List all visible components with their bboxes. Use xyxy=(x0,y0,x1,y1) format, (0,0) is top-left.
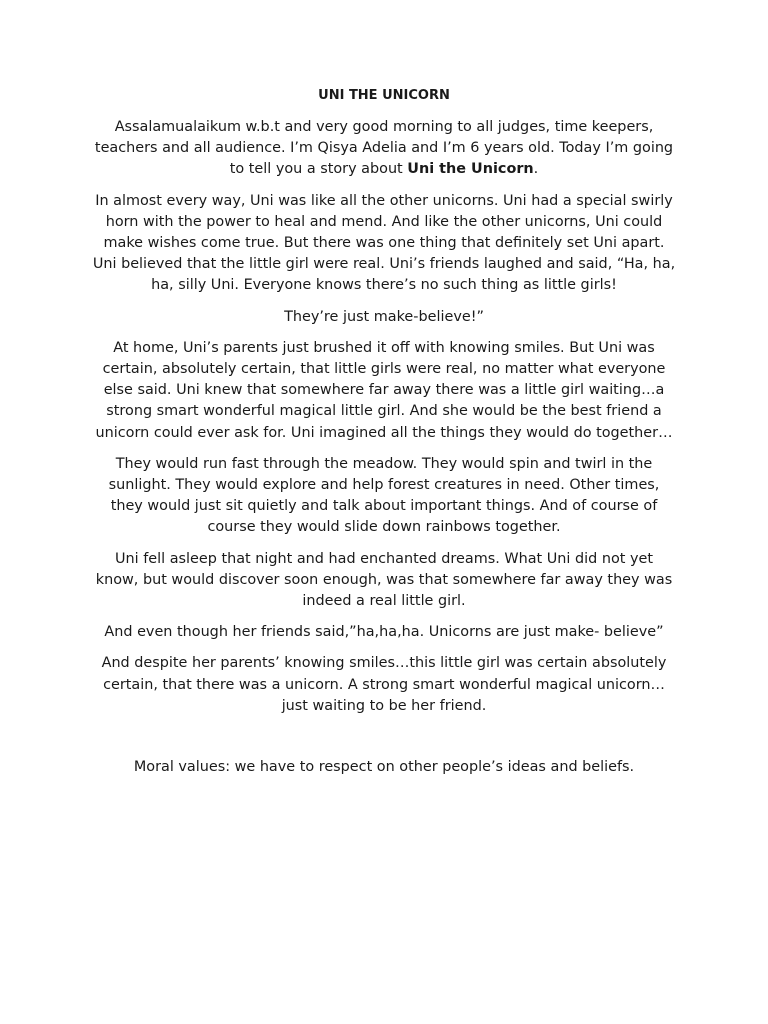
intro-paragraph xyxy=(92,117,676,181)
story-paragraph-4: They would run fast through the meadow. They would spin and twirl in the sunlight. They would explore and help forest creatures in need. Other times, they would just sit quietly and talk about important things. And of course of course they would slide down rainbows together. xyxy=(108,455,660,536)
story-paragraph-6: And even though her friends said,”ha,ha,ha. Unicorns are just make- believe” xyxy=(104,624,664,641)
story-name: Uni the Unicorn xyxy=(407,161,534,178)
intro-text: Assalamualaikum w.b.t and very good morning to all judges, time keepers, teachers and all audience. I’m Qisya Adelia and I’m 6 years old. Today I’m going to tell you a story about xyxy=(94,119,674,178)
document-title: UNI THE UNICORN xyxy=(318,88,450,103)
moral-values: Moral values: we have to respect on other people’s ideas and beliefs. xyxy=(133,759,635,776)
story-paragraph-7: And despite her parents’ knowing smiles…this little girl was certain absolutely certain, that there was a unicorn. A strong smart wonderful magical unicorn…just waiting to be her friend. xyxy=(101,655,667,714)
document-page xyxy=(92,84,676,788)
intro-end: . xyxy=(533,161,539,178)
story-paragraph-2: They’re just make-believe!” xyxy=(284,308,484,325)
story-paragraph-1: In almost every way, Uni was like all the other unicorns. Uni had a special swirly horn with the power to heal and mend. And like the other unicorns, Uni could make wishes come true. But there was one thing that definitely set Uni apart. Uni believed that the little girl were real. Uni’s friends laughed and said, “Ha, ha, ha, silly Uni. Everyone knows there’s no such thing as little girls! xyxy=(92,192,676,294)
story-paragraph-5: Uni fell asleep that night and had enchanted dreams. What Uni did not yet know, but would discover soon enough, was that somewhere far away they was indeed a real little girl. xyxy=(95,550,673,610)
story-paragraph-3: At home, Uni’s parents just brushed it off with knowing smiles. But Uni was certain, absolutely certain, that little girls were real, no matter what everyone else said. Uni knew that somewhere far away there was a little girl waiting…a strong smart wonderful magical little girl. And she would be the best friend a unicorn could ever ask for. Uni imagined all the things they would do together… xyxy=(95,339,673,441)
